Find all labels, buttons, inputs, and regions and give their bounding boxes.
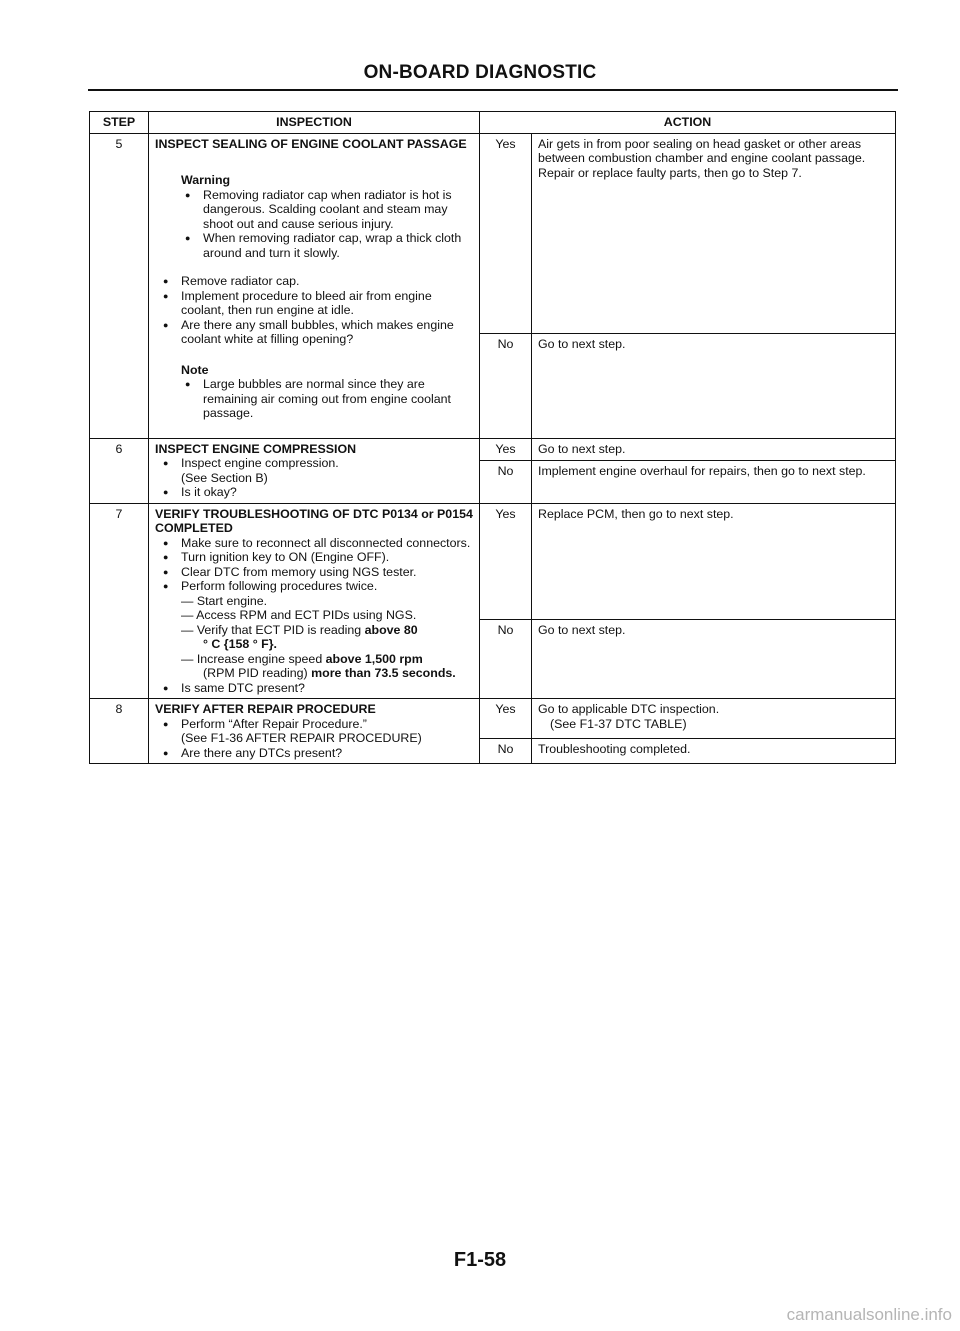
col-header-inspection: INSPECTION — [149, 112, 480, 134]
check-list — [155, 746, 473, 761]
inspection-cell — [149, 503, 480, 699]
col-header-action: ACTION — [480, 112, 896, 134]
list-item: ● Turn ignition key to ON (Engine OFF). — [155, 550, 473, 565]
yes-action-cell — [532, 133, 896, 333]
page-title: ON-BOARD DIAGNOSTIC — [363, 62, 597, 83]
list-item: ● Clear DTC from memory using NGS tester. — [155, 565, 473, 580]
col-header-step: STEP — [90, 112, 149, 134]
list-item: ● Are there any DTCs present? — [155, 746, 473, 761]
list-item: ● When removing radiator cap, wrap a thick cloth around and turn it slowly. — [155, 231, 473, 260]
check-list — [155, 485, 473, 500]
sub-step — [155, 623, 473, 638]
list-item: ● Inspect engine compression. — [155, 456, 473, 471]
check-list — [155, 456, 473, 471]
warning-label: Warning — [181, 173, 231, 187]
list-item: ● Is it okay? — [155, 485, 473, 500]
step-number: 6 — [90, 438, 149, 503]
sub-step-text: (RPM PID reading) — [203, 666, 312, 680]
table-row — [90, 699, 896, 739]
yes-label: Yes — [480, 438, 532, 460]
step-number: 8 — [90, 699, 149, 764]
page-number: F1-58 — [453, 1249, 507, 1271]
check-list — [155, 717, 473, 732]
sub-step-emphasis: above 80 — [364, 622, 418, 637]
list-item: ● Removing radiator cap when radiator is hot is dangerous. Scalding coolant and steam may shoot out and cause serious injury. — [155, 188, 473, 232]
no-action-text: Troubleshooting completed. — [532, 739, 896, 764]
table-row — [90, 438, 896, 460]
list-item: ● Remove radiator cap. — [155, 274, 473, 289]
title-rule — [88, 89, 898, 91]
yes-label: Yes — [480, 133, 532, 333]
warning-list — [155, 188, 473, 261]
yes-action-ref: (See F1-37 DTC TABLE) — [550, 716, 687, 731]
sub-step-cont — [155, 666, 473, 681]
list-item: ● Is same DTC present? — [155, 681, 473, 696]
yes-action-cell — [532, 699, 896, 739]
table-row — [90, 503, 896, 619]
table-header-row — [90, 112, 896, 134]
note-list — [155, 377, 473, 421]
inspection-title: INSPECT SEALING OF ENGINE COOLANT PASSAGE — [155, 136, 467, 151]
sub-step: — Access RPM and ECT PIDs using NGS. — [181, 608, 417, 622]
sub-step-text: — Increase engine speed — [181, 651, 326, 666]
reference-text: (See Section B) — [181, 470, 268, 485]
table-row — [90, 133, 896, 333]
yes-label: Yes — [480, 503, 532, 619]
sub-step-text: . — [273, 637, 277, 651]
check-list — [155, 681, 473, 696]
check-list — [155, 274, 473, 347]
list-item: ● Large bubbles are normal since they are remaining air coming out from engine coolant passage. — [155, 377, 473, 421]
check-list — [155, 536, 473, 594]
no-action-text: Implement engine overhaul for repairs, then go to next step. — [532, 460, 896, 503]
list-item: ● Are there any small bubbles, which makes engine coolant white at filling opening? — [155, 318, 473, 347]
no-label: No — [480, 460, 532, 503]
list-item: ● Perform following procedures twice. — [155, 579, 473, 594]
note-label: Note — [181, 362, 209, 377]
yes-action-text: Replace PCM, then go to next step. — [532, 503, 896, 619]
inspection-cell — [149, 438, 480, 503]
sub-step-cont — [155, 637, 473, 652]
yes-action-text: Air gets in from poor sealing on head gasket or other areas between combustion chamber and engine coolant passage. — [538, 136, 866, 165]
inspection-title: VERIFY AFTER REPAIR PROCEDURE — [155, 702, 376, 716]
yes-label: Yes — [480, 699, 532, 739]
sub-step: — Start engine. — [181, 593, 268, 608]
sub-step — [155, 652, 473, 667]
reference-text: (See F1-36 AFTER REPAIR PROCEDURE) — [181, 731, 422, 745]
list-item: ● Make sure to reconnect all disconnected connectors. — [155, 536, 473, 551]
step-number: 7 — [90, 503, 149, 699]
inspection-cell — [149, 133, 480, 438]
sub-step-emphasis: more than 73.5 seconds. — [311, 666, 456, 680]
inspection-title: INSPECT ENGINE COMPRESSION — [155, 441, 357, 456]
sub-step-text: — Verify that ECT PID is reading — [181, 622, 365, 637]
list-item: ● Implement procedure to bleed air from engine coolant, then run engine at idle. — [155, 289, 473, 318]
diagnostic-table — [89, 111, 896, 764]
list-item: ● Perform “After Repair Procedure.” — [155, 717, 473, 732]
inspection-title: VERIFY TROUBLESHOOTING OF DTC P0134 or P0154 COMPLETED — [155, 506, 473, 535]
yes-action-text: Go to next step. — [532, 438, 896, 460]
no-action-text: Go to next step. — [532, 333, 896, 438]
no-label: No — [480, 739, 532, 764]
sub-step-emphasis: ° C {158 ° F} — [203, 637, 274, 651]
no-action-text: Go to next step. — [532, 619, 896, 699]
yes-action-text-2: Repair or replace faulty parts, then go to Step 7. — [538, 165, 802, 180]
inspection-cell — [149, 699, 480, 764]
sub-step-emphasis: above 1,500 rpm — [325, 651, 423, 666]
yes-action-text: Go to applicable DTC inspection. — [538, 702, 720, 716]
watermark: carmanualsonline.info — [786, 1305, 952, 1324]
step-number: 5 — [90, 133, 149, 438]
no-label: No — [480, 333, 532, 438]
no-label: No — [480, 619, 532, 699]
